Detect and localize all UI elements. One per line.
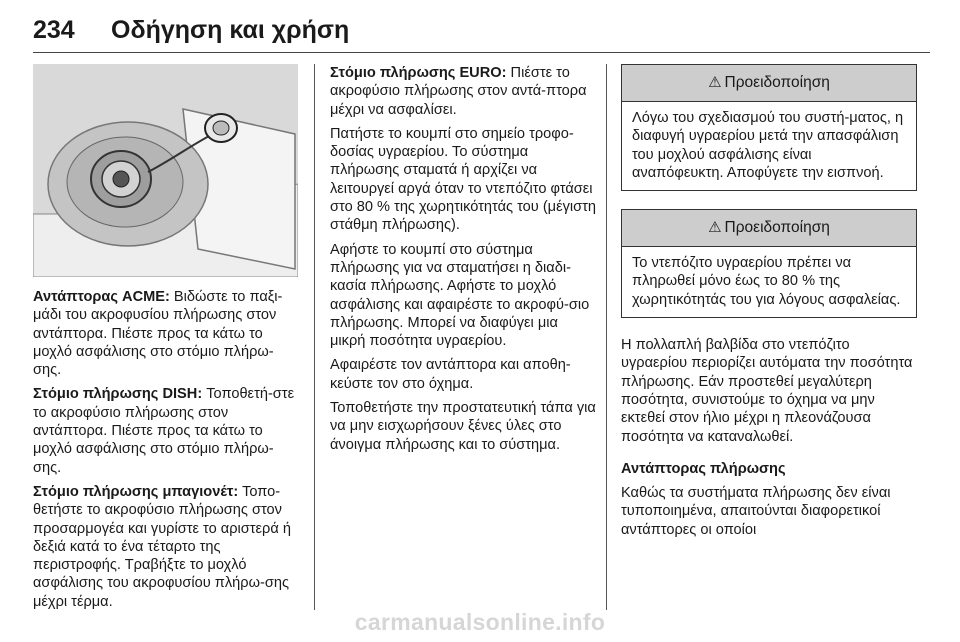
site-watermark: carmanualsonline.info: [354, 609, 606, 635]
warning-title-1: [622, 65, 916, 102]
refuel-button-paragraph: Πατήστε το κουμπί στο σημείο τροφο-δοσίας υγραερίου. Το σύστημα πλήρωσης σταματά ή αρχίζει να λειτουργεί αργά όταν το ντεπόζιτο φτάσει στο 80 % της χωρητικότητάς του (μέγιστη στάθμη πλήρωσης).: [330, 125, 597, 234]
warning-triangle-icon: ⚠: [708, 74, 722, 91]
warning-text-2: Το ντεπόζιτο υγραερίου πρέπει να πληρωθεί μόνο έως το 80 % της χωρητικότητάς του για λόγους ασφαλείας.: [632, 255, 901, 308]
release-button-paragraph: Αφήστε το κουμπί στο σύστημα πλήρωσης για να σταματήσει η διαδι-κασία πλήρωσης. Αφήστε το μοχλό ασφάλισης και αφαιρέστε το ακροφύ-σιο πλήρωσης. Μπορεί να διαφύγει μια μικρή ποσότητα υγραερίου.: [330, 241, 590, 350]
column-1: [33, 64, 298, 617]
acme-adapter-paragraph: [33, 288, 298, 379]
warning-title-2: [622, 210, 916, 247]
filler-adapter-paragraph: Καθώς τα συστήματα πλήρωσης δεν είναι τυποποιημένα, απαιτούνται διαφορετικοί αντάπτορες οι οποίοι: [621, 485, 891, 538]
filler-adapter-heading: Αντάπτορας πλήρωσης: [621, 460, 786, 477]
euro-filler-paragraph: [330, 64, 596, 119]
header-divider: [33, 52, 930, 53]
dish-filler-label: Στόμιο πλήρωσης DISH:: [33, 386, 203, 403]
euro-filler-text: Πιέστε το ακροφύσιο πλήρωσης στον αντά-πτορα μέχρι να ασφαλίσει.: [330, 65, 587, 118]
warning-box-2: [621, 209, 917, 318]
column-2: [330, 64, 596, 460]
protective-cap-paragraph: Τοποθετήστε την προστατευτική τάπα για να μην εισχωρήσουν ξένες ύλες στο άνοιγμα πλήρωσης και το σύστημα.: [330, 400, 596, 453]
page-header: [33, 12, 930, 52]
acme-adapter-label: Αντάπτορας ACME:: [33, 289, 170, 305]
dish-filler-text: Τοποθετή-στε το ακροφύσιο πλήρωσης στον αντάπτορα. Πιέστε προς τα κάτω το μοχλό ασφάλισης στο στόμιο πλήρω-σης.: [33, 386, 295, 476]
warning-box-1: [621, 64, 917, 191]
acme-adapter-text: Βιδώστε το παξι-μάδι του ακροφυσίου πλήρωσης στον αντάπτορα. Πιέστε προς τα κάτω το μοχλό ασφάλισης στο στόμιο πλήρω-σης.: [33, 289, 283, 379]
bayonet-filler-label: Στόμιο πλήρωσης μπαγιονέτ:: [33, 483, 239, 500]
bayonet-filler-paragraph: [33, 483, 298, 611]
warning-text-1: Λόγω του σχεδιασμού του συστή-ματος, η διαφυγή υγραερίου μετά την απασφάλιση του μοχλού ασφάλισης είναι αναπόφευκτη. Αποφύγετε την εισπνοή.: [632, 110, 904, 181]
store-adapter-paragraph: Αφαιρέστε τον αντάπτορα και αποθη-κεύστε τον στο όχημα.: [330, 357, 571, 392]
warning-title-text-1: Προειδοποίηση: [724, 74, 830, 91]
warning-triangle-icon: ⚠: [708, 219, 722, 237]
column-3: [621, 64, 917, 545]
bayonet-filler-text: Τοπο-θετήστε το ακροφύσιο πλήρωσης στον προσαρμογέα και γυρίστε το αριστερά ή δεξιά κατά το ένα τέταρτο της περιστροφής. Τραβήξτε το μοχλό ασφάλισης του ακροφυσίου πλήρω-σης μέχρι τέρμα.: [33, 483, 291, 610]
page-number: 234: [33, 16, 75, 44]
filler-adapter-drawing: [33, 64, 298, 277]
fuel-filler-illustration: [33, 64, 298, 277]
column-divider-2: [606, 64, 607, 610]
euro-filler-label: Στόμιο πλήρωσης EURO:: [330, 65, 507, 81]
column-divider-1: [314, 64, 315, 610]
multivalve-paragraph: Η πολλαπλή βαλβίδα στο ντεπόζιτο υγραερίου περιορίζει αυτόματα την ποσότητα πλήρωσης. Εάν προστεθεί μεγαλύτερη ποσότητα, συνιστούμε το όχημα να μην εκτεθεί στον ήλιο μέχρι η πλεονάζουσα ποσότητα να καταναλωθεί.: [621, 337, 913, 445]
warning-title-text-2: Προειδοποίηση: [724, 219, 830, 237]
chapter-title: Οδήγηση και χρήση: [111, 16, 350, 44]
dish-filler-paragraph: [33, 385, 298, 476]
